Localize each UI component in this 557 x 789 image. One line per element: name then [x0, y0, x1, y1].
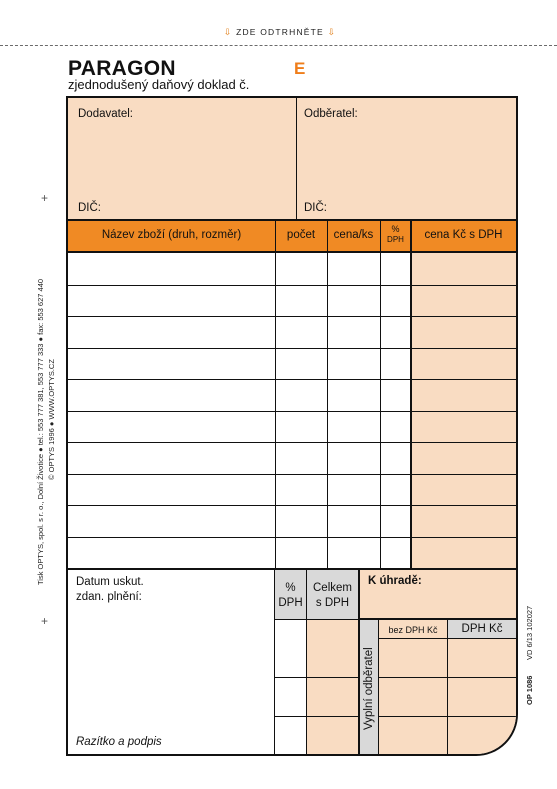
- document-title: PARAGON: [68, 57, 176, 80]
- copyright-info: © OPTYS 1996 ● WWW.OPTYS.CZ: [47, 359, 56, 480]
- table-row-divider: [68, 474, 518, 475]
- down-arrow-icon: ⇩: [223, 27, 233, 37]
- supplier-tax-id-label: DIČ:: [78, 202, 101, 214]
- col-divider: [275, 221, 276, 568]
- table-row-divider: [68, 505, 518, 506]
- form-code: OP 1086: [525, 675, 534, 705]
- col-header-vat-pct-bottom: DPH: [387, 235, 404, 244]
- col-header-price-vat: cena Kč s DPH: [424, 229, 503, 241]
- stamp-signature-label: Razítko a podpis: [76, 736, 162, 748]
- table-row-divider: [68, 316, 518, 317]
- table-row-divider: [68, 285, 518, 286]
- document-subtitle: zjednodušený daňový doklad č.: [68, 77, 250, 92]
- variant-letter: E: [294, 59, 306, 78]
- to-pay-label: K úhradě:: [368, 575, 422, 587]
- printer-info: Tisk OPTYS, spol. s r. o., Dolní Životice ● tel.: 553 777 381, 553 777 333 ● fax: 553 627 440: [36, 278, 45, 585]
- down-arrow-icon: ⇩: [327, 27, 337, 37]
- col-header-price-each: cena/ks: [333, 229, 374, 241]
- row-divider: [275, 677, 359, 678]
- table-row-divider: [68, 537, 518, 538]
- row-divider: [379, 638, 518, 639]
- col-divider: [410, 221, 412, 568]
- date-label-line1: Datum uskut.: [76, 576, 144, 588]
- row-divider: [379, 677, 518, 678]
- tear-off-text: ZDE ODTRHNĚTE: [236, 27, 324, 37]
- date-label-line2: zdan. plnění:: [76, 591, 142, 603]
- col-divider: [378, 620, 379, 756]
- col-divider: [327, 221, 328, 568]
- to-pay-box: [360, 570, 516, 756]
- col-header-vat-pct-top: %: [391, 224, 400, 234]
- total-column-shade: [307, 620, 358, 756]
- form-version: VD 6/13 102027: [525, 605, 534, 660]
- col-divider: [447, 620, 448, 756]
- total-header-top: Celkem: [313, 582, 352, 594]
- parties-section: [68, 98, 516, 219]
- vat-pct-header-bottom: DPH: [278, 597, 303, 609]
- row-divider: [379, 716, 518, 717]
- col-divider: [380, 221, 381, 568]
- total-header-cell: [307, 570, 358, 619]
- table-row-divider: [68, 379, 518, 380]
- row-divider: [275, 716, 359, 717]
- parties-divider: [296, 98, 297, 219]
- form-frame: [66, 96, 518, 756]
- row-divider: [275, 619, 359, 620]
- table-row-divider: [68, 442, 518, 443]
- registration-mark: +: [41, 191, 49, 205]
- customer-tax-id-label: DIČ:: [304, 202, 327, 214]
- vat-amount-header: DPH Kč: [461, 623, 503, 635]
- col-header-name: Název zboží (druh, rozměr): [101, 229, 242, 241]
- vat-pct-header-top: %: [285, 582, 296, 594]
- table-row-divider: [68, 411, 518, 412]
- supplier-label: Dodavatel:: [78, 108, 133, 120]
- vat-pct-header-cell: [275, 570, 306, 619]
- excl-vat-header: bez DPH Kč: [388, 625, 438, 635]
- customer-fills-label: Vyplní odběratel: [363, 647, 375, 730]
- total-header-bottom: s DPH: [315, 597, 350, 609]
- customer-label: Odběratel:: [304, 108, 358, 120]
- tear-off-label: [215, 27, 345, 38]
- col-header-qty: počet: [286, 229, 316, 241]
- tear-off-line: [0, 45, 557, 46]
- registration-mark: +: [41, 614, 49, 628]
- table-row-divider: [68, 348, 518, 349]
